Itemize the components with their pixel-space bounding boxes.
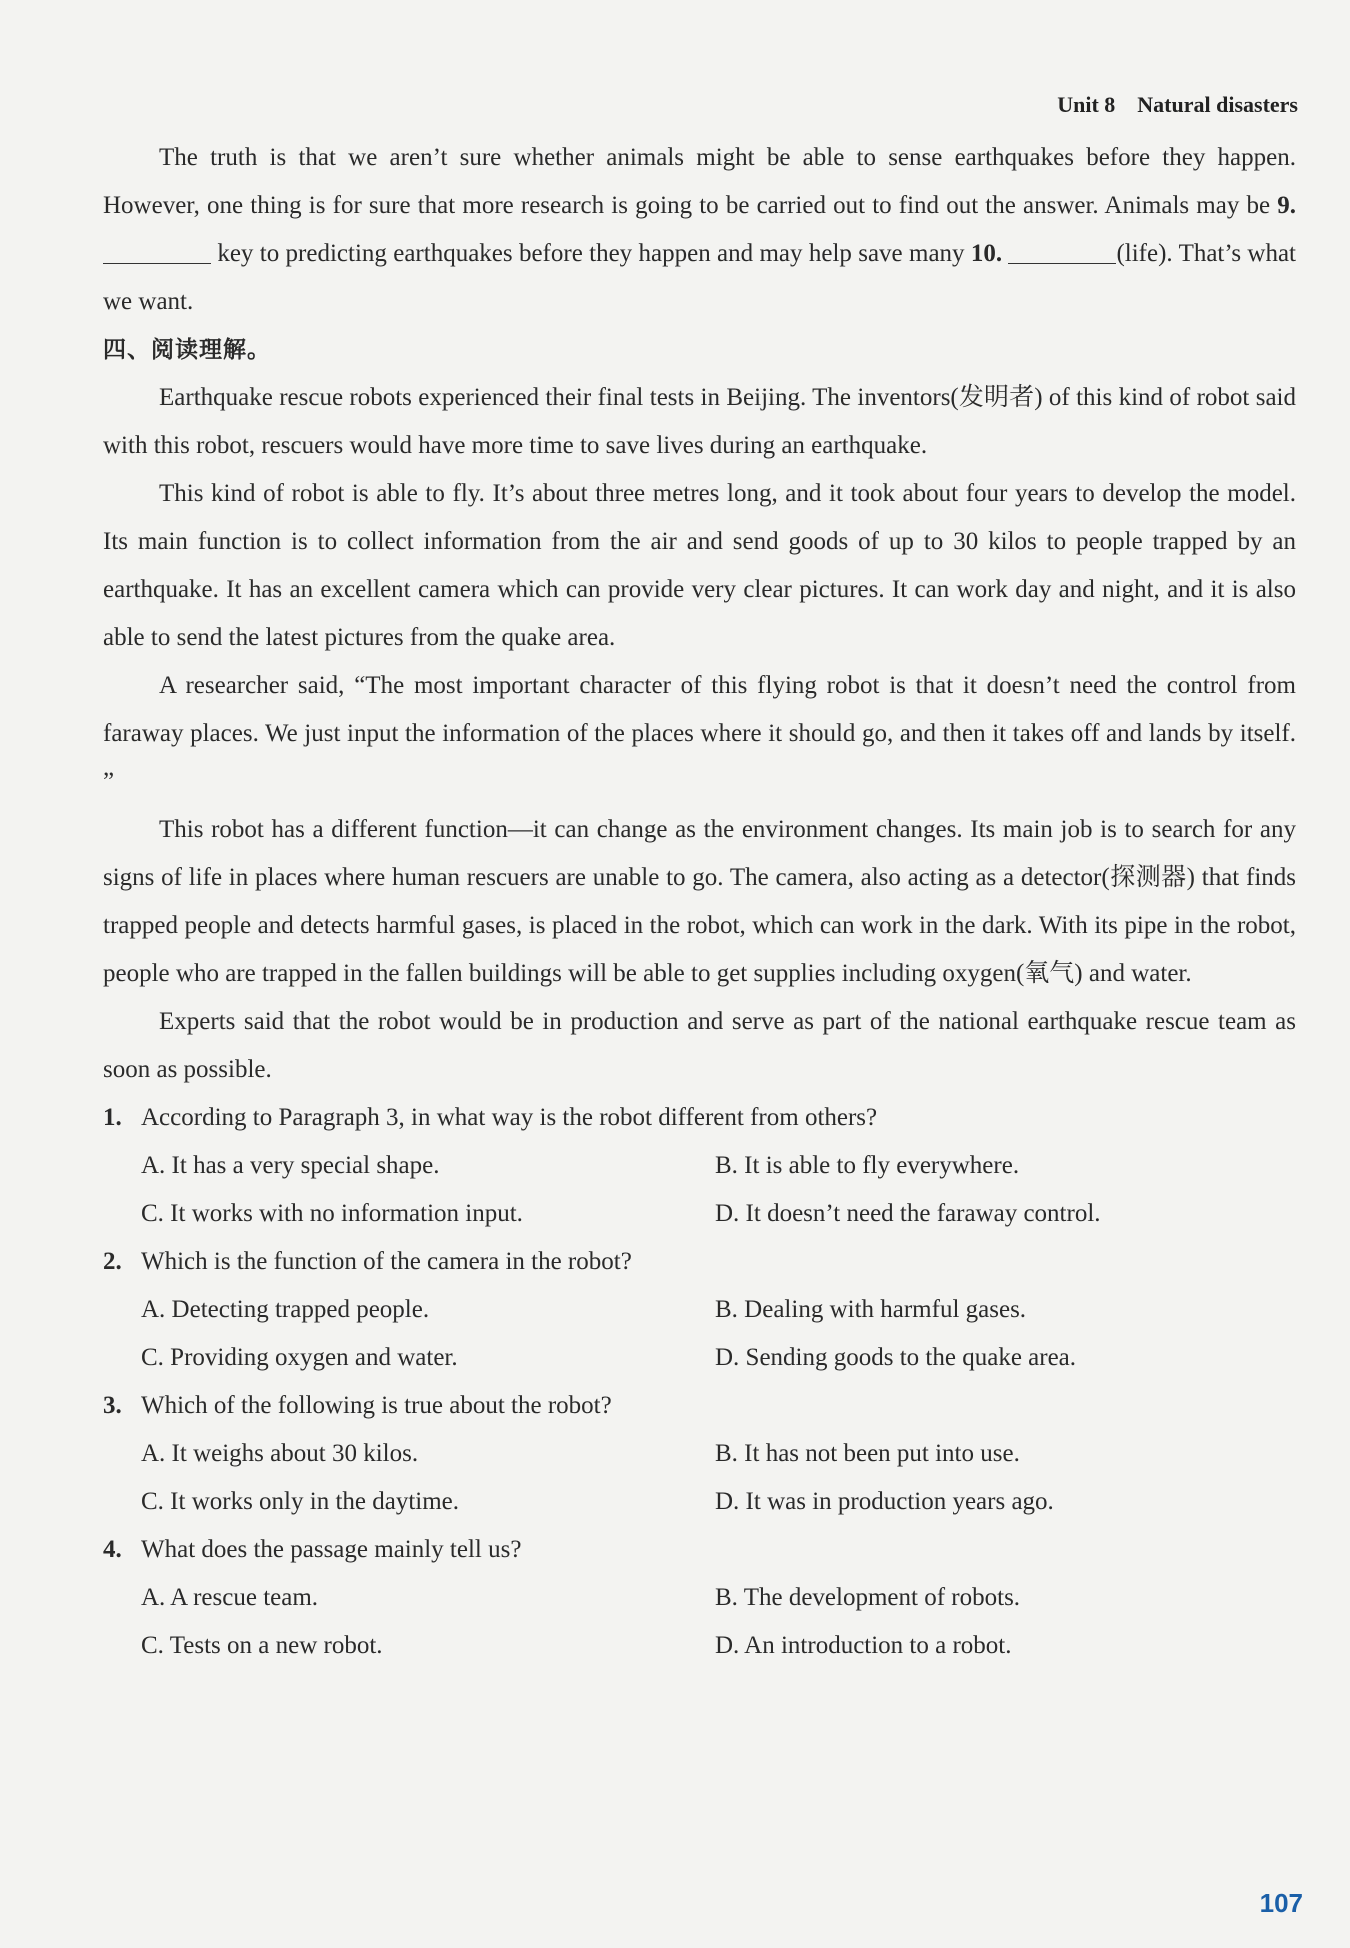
option-d[interactable]: D. It was in production years ago. xyxy=(715,1488,1054,1515)
option-c[interactable]: C. Providing oxygen and water. xyxy=(141,1344,458,1371)
unit-label: Unit 8 xyxy=(1057,92,1116,117)
blank-9-number: 9. xyxy=(1277,192,1296,219)
passage-paragraph-2: This kind of robot is able to fly. It’s about three metres long, and it took about four years to develop the model. Its main function is to collect information from the air and send goods of up to 30 kilos to people trapped by an earthquake. It has an excellent camera which can provide very clear pictures. It can work day and night, and it is also able to send the latest pictures from the quake area. xyxy=(103,480,1296,651)
passage-paragraph-4: This robot has a different function—it can change as the environment changes. Its main job is to search for any signs of life in places where human rescuers are unable to go. The camera, also acting as a detector(探测器) that finds trapped people and detects harmful gases, is placed in the robot, which can work in the dark. With its pipe in the robot, people who are trapped in the fallen buildings will be able to get supplies including oxygen(氧气) and water. xyxy=(103,816,1296,987)
option-c[interactable]: C. Tests on a new robot. xyxy=(141,1632,383,1659)
question-stem: Which is the function of the camera in the robot? xyxy=(141,1248,632,1275)
question-1 xyxy=(103,1094,1296,1238)
passage-paragraph-5: Experts said that the robot would be in production and serve as part of the national earthquake rescue team as soon as possible. xyxy=(103,1008,1296,1083)
option-b[interactable]: B. It is able to fly everywhere. xyxy=(715,1152,1020,1179)
question-stem: Which of the following is true about the robot? xyxy=(141,1392,612,1419)
question-number: 1. xyxy=(103,1104,122,1131)
cloze-text-b: key to predicting earthquakes before they happen and may help save many xyxy=(211,240,971,267)
question-stem: According to Paragraph 3, in what way is the robot different from others? xyxy=(141,1104,878,1131)
option-b[interactable]: B. Dealing with harmful gases. xyxy=(715,1296,1027,1323)
blank-9[interactable] xyxy=(103,235,211,264)
running-header xyxy=(1057,92,1298,118)
unit-topic: Natural disasters xyxy=(1137,92,1298,117)
option-c[interactable]: C. It works with no information input. xyxy=(141,1200,523,1227)
cloze-text-a: The truth is that we aren’t sure whether animals might be able to sense earthquakes before they happen. However, one thing is for sure that more research is going to be carried out to find out the answer. Animals may be xyxy=(103,144,1296,219)
page-number: 107 xyxy=(1259,1888,1303,1918)
cloze-text-c: (life). That’s what we want. xyxy=(103,240,1296,315)
option-a[interactable]: A. It has a very special shape. xyxy=(141,1152,440,1179)
option-d[interactable]: D. Sending goods to the quake area. xyxy=(715,1344,1077,1371)
question-number: 2. xyxy=(103,1248,122,1275)
question-4 xyxy=(103,1526,1296,1670)
option-a[interactable]: A. It weighs about 30 kilos. xyxy=(141,1440,419,1467)
page-content xyxy=(103,134,1296,1670)
blank-10-number: 10. xyxy=(970,240,1003,267)
option-b[interactable]: B. It has not been put into use. xyxy=(715,1440,1020,1467)
option-b[interactable]: B. The development of robots. xyxy=(715,1584,1021,1611)
section-title: 四、阅读理解。 xyxy=(103,337,271,363)
option-c[interactable]: C. It works only in the daytime. xyxy=(141,1488,460,1515)
option-d[interactable]: D. An introduction to a robot. xyxy=(715,1632,1012,1659)
question-number: 3. xyxy=(103,1392,122,1419)
option-a[interactable]: A. A rescue team. xyxy=(141,1584,319,1611)
question-3 xyxy=(103,1382,1296,1526)
passage-paragraph-1: Earthquake rescue robots experienced their final tests in Beijing. The inventors(发明者) of this kind of robot said with this robot, rescuers would have more time to save lives during an earthquake. xyxy=(103,384,1296,459)
question-stem: What does the passage mainly tell us? xyxy=(141,1536,522,1563)
question-number: 4. xyxy=(103,1536,122,1563)
cloze-paragraph xyxy=(103,134,1296,326)
option-d[interactable]: D. It doesn’t need the faraway control. xyxy=(715,1200,1101,1227)
question-2 xyxy=(103,1238,1296,1382)
passage-paragraph-3: A researcher said, “The most important character of this flying robot is that it doesn’t need the control from faraway places. We just input the information of the places where it should go, and then it takes off and lands by itself. ” xyxy=(103,672,1296,795)
blank-10[interactable] xyxy=(1008,235,1116,264)
option-a[interactable]: A. Detecting trapped people. xyxy=(141,1296,430,1323)
